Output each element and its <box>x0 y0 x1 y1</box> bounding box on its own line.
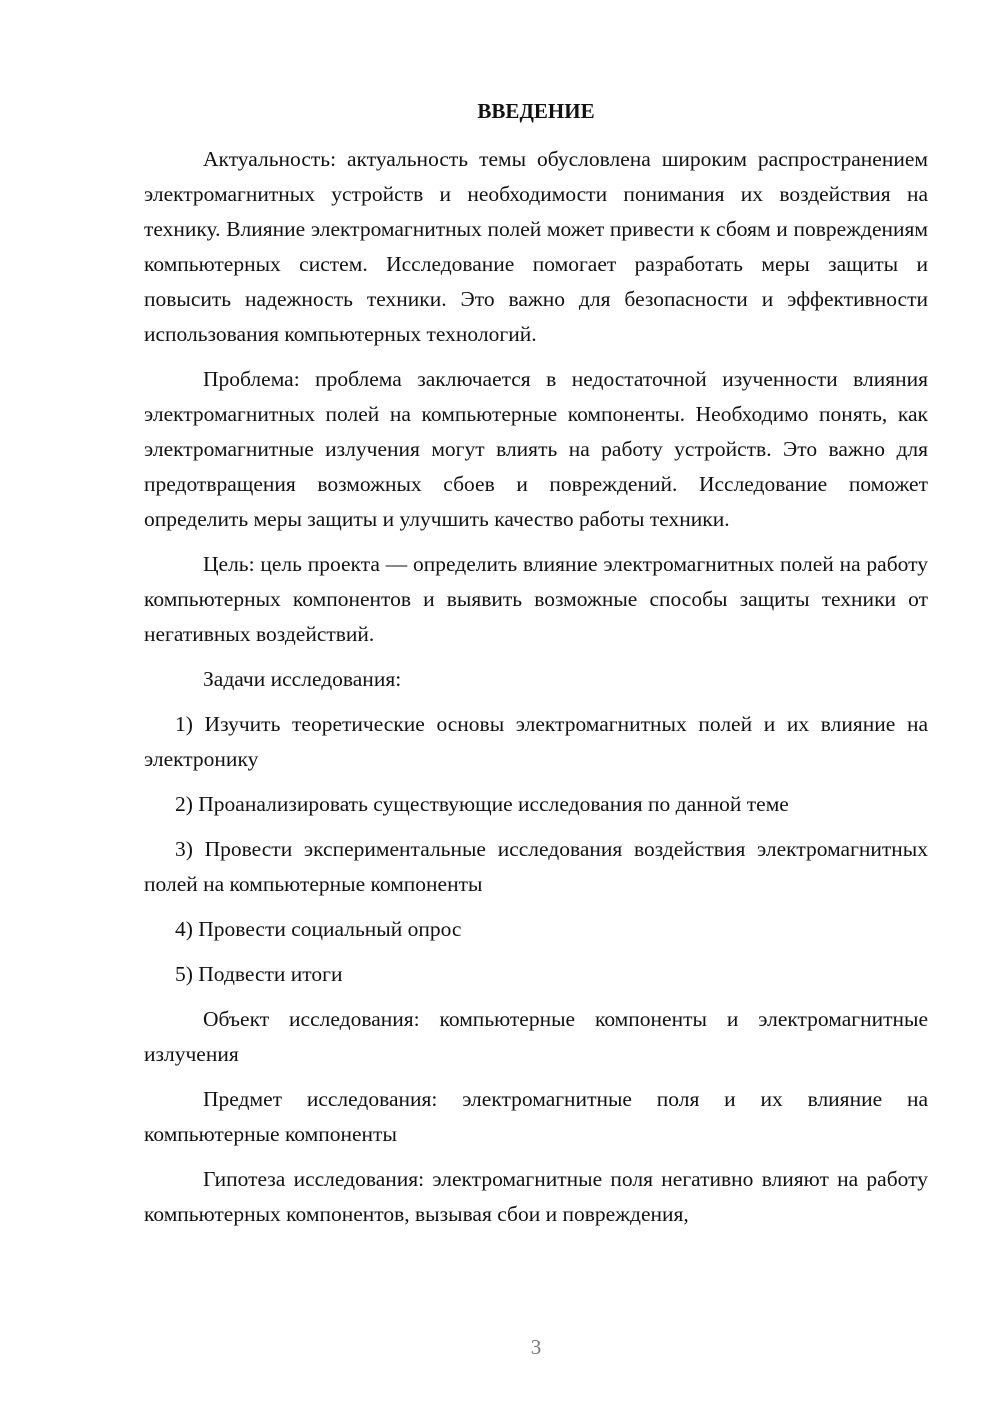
task-item-1: 1) Изучить теоретические основы электромагнитных полей и их влияние на электронику <box>144 712 928 771</box>
task-item-3: 3) Провести экспериментальные исследования воздействия электромагнитных полей на компьютерные компоненты <box>144 837 928 896</box>
paragraph-goal: Цель: цель проекта — определить влияние электромагнитных полей на работу компьютерных компонентов и выявить возможные способы защиты техники от негативных воздействий. <box>144 552 928 646</box>
paragraph-relevance: Актуальность: актуальность темы обусловлена широким распространением электромагнитных устройств и необходимости понимания их воздействия на технику. Влияние электромагнитных полей может привести к сбоям и повреждениям компьютерных систем. Исследование помогает разработать меры защиты и повысить надежность техники. Это важно для безопасности и эффективности использования компьютерных технологий. <box>144 147 928 346</box>
paragraph-hypothesis: Гипотеза исследования: электромагнитные поля негативно влияют на работу компьютерных компонентов, вызывая сбои и повреждения, <box>144 1167 928 1226</box>
paragraph-problem: Проблема: проблема заключается в недостаточной изученности влияния электромагнитных полей на компьютерные компоненты. Необходимо понять, как электромагнитные излучения могут влиять на работу устройств. Это важно для предотвращения возможных сбоев и повреждений. Исследование поможет определить меры защиты и улучшить качество работы техники. <box>144 367 928 531</box>
document-body <box>144 142 928 1242</box>
section-title: ВВЕДЕНИЕ <box>477 99 595 123</box>
task-item-5: 5) Подвести итоги <box>175 962 343 986</box>
paragraph-object: Объект исследования: компьютерные компоненты и электромагнитные излучения <box>144 1007 928 1066</box>
tasks-heading: Задачи исследования: <box>203 667 402 691</box>
task-item-2: 2) Проанализировать существующие исследования по данной теме <box>175 792 789 816</box>
paragraph-subject: Предмет исследования: электромагнитные поля и их влияние на компьютерные компоненты <box>144 1087 928 1146</box>
task-item-4: 4) Провести социальный опрос <box>175 917 462 941</box>
page-number: 3 <box>530 1335 542 1359</box>
